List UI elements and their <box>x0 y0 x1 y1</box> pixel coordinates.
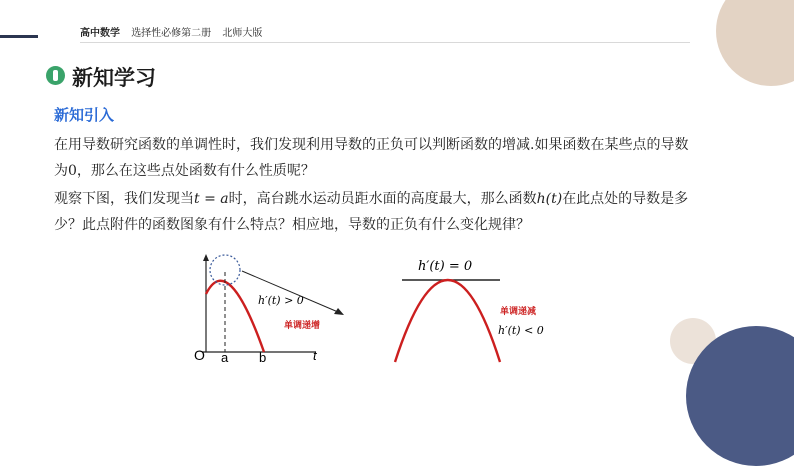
section-title: 新知学习 <box>72 66 156 90</box>
page-header <box>80 24 262 39</box>
tick-label-b: b <box>259 350 267 365</box>
figure-left <box>188 252 348 368</box>
derivative-zero-label: h′(t) = 0 <box>418 259 473 274</box>
math-h-of-t: h(t) <box>536 191 563 207</box>
arrow-head <box>334 308 344 315</box>
figure-right <box>390 254 560 366</box>
decorative-circle-top-right <box>716 0 794 86</box>
parabola-curve <box>395 280 500 362</box>
height-curve <box>206 281 264 352</box>
header-edition: 北师大版 <box>222 28 263 39</box>
paragraph-1 <box>54 132 774 184</box>
paragraph-1-line-2: 为0，那么在这些点处函数有什么性质呢？ <box>54 163 315 179</box>
paragraph-2-line-1: 观察下图，我们发现当t = a时，高台跳水运动员距水面的高度最大，那么函数h(t)在此点处的导数是多 <box>54 191 689 207</box>
section-info-icon <box>46 66 65 85</box>
increasing-label: 单调递增 <box>284 321 321 331</box>
decreasing-label: 单调递减 <box>500 307 537 317</box>
tick-label-a: a <box>221 350 229 365</box>
header-subject: 高中数学 <box>80 28 120 39</box>
paragraph-2 <box>54 186 774 238</box>
x-axis-label: t <box>313 348 317 363</box>
paragraph-1-line-1: 在用导数研究函数的单调性时，我们发现利用导数的正负可以判断函数的增减.如果函数在某些点的导数 <box>54 137 689 153</box>
header-divider <box>80 42 690 43</box>
derivative-positive-label: h′(t) > 0 <box>258 294 304 307</box>
origin-label: O <box>194 347 205 363</box>
header-accent-line <box>0 35 38 38</box>
paragraph-2-line-2: 少？此点附件的函数图象有什么特点？相应地，导数的正负有什么变化规律？ <box>54 217 530 233</box>
math-t-eq-a: t = a <box>194 191 229 207</box>
section-subtitle: 新知引入 <box>54 106 115 124</box>
header-book: 选择性必修第二册 <box>131 28 212 39</box>
derivative-negative-label: h′(t) < 0 <box>498 324 544 337</box>
